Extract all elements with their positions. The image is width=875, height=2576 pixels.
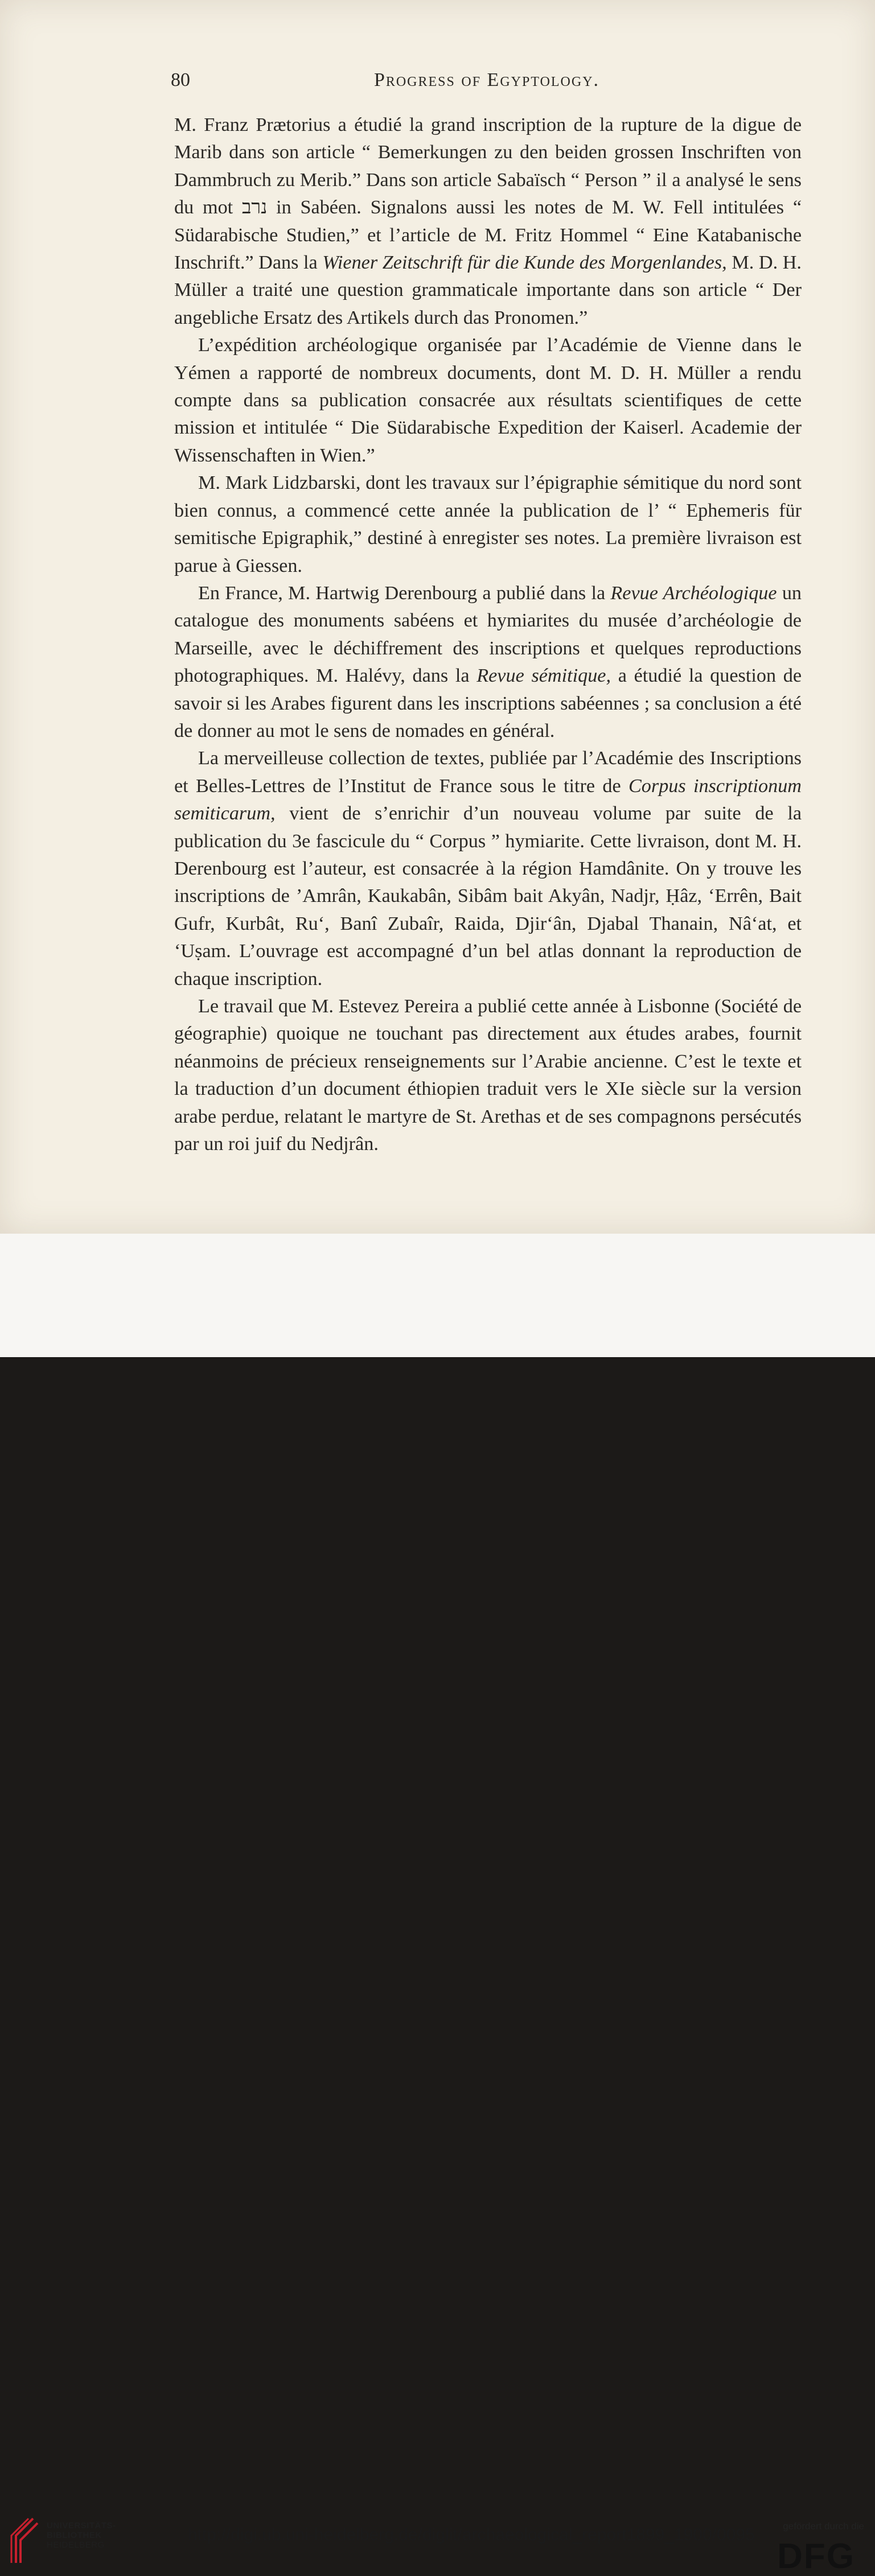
text-run: L’expédition archéologique organisée par l’Académie de Vienne dans le Yémen a rapporté de nombreux documents, dont M. D. H. Müller a rendu compte dans sa publication consacrée aux résultats scientifiques de cette mission et intitulée “ Die Südarabische Expedition der Kaiserl. Academie der Wissenschaften in Wien.” [174,335,802,466]
italic-title-run: Wiener Zeitschrift für die Kunde des Morgenlandes, [322,252,727,274]
text-run: in Sabéen. Signalons aussi les notes de M. W. Fell intitulées “ Südarabische Studien,” et l’article de M. Fritz Hommel “ Eine Katabanische Inschrift.” Dans la [174,197,802,274]
text-run: a étudié la question de savoir si les Arabes figurent dans les inscriptions sabéennes ; sa conclusion a été de donner au mot le sens de nomades en général. [174,665,802,741]
paragraph [174,745,802,993]
italic-title-run: Corpus inscriptionum semiticarum, [174,775,802,825]
university-library-logo-icon [8,2515,42,2566]
italic-title-run: Revue Archéologique [610,582,777,604]
paragraph [174,112,802,332]
text-run: La merveilleuse collection de textes, publiée par l’Académie des Inscriptions et Belles-Lettres de l’Institut de France sous le titre de [174,748,802,797]
paragraph [174,993,802,1158]
text-run: un catalogue des monuments sabéens et hymiarites du musée d’archéologie de Marseille, avec le déchiffrement des inscriptions et quelques reproductions photographiques. M. Halévy, dans la [174,582,802,687]
running-head [171,69,803,98]
text-run: M. Franz Prætorius a étudié la grand inscription de la rupture de la digue de Marib dans son article “ Bemerkungen zu den beiden grossen Inschriften von Dammbruch zu Merib.” Dans son article Sabaïsch “ Person ” il a analysé le sens du mot [174,114,802,219]
page-number: 80 [171,69,190,90]
library-line: BIBLIOTHEK [47,2530,102,2540]
italic-title-run: Revue sémitique, [476,665,611,687]
text-run: נרב [241,197,268,219]
text-run: M. Mark Lidzbarski, dont les travaux sur l’épigraphie sémitique du nord sont bien connus, a commencé cette année la publication de l’ “ Ephemeris für semitische Epigraphik,” destiné à enregister ses notes. La première livraison est parue à Giessen. [174,472,802,576]
paragraph [174,332,802,469]
library-line: UNIVERSITÄTS- [47,2521,116,2530]
text-run: En France, M. Hartwig Derenbourg a publié dans la [198,582,611,604]
digitization-footer [0,1234,875,2576]
source-url-link[interactable]: http://digi.ub.uni-heidelberg.de/diglit/archaeological_report1899_1900/0095 [188,2525,755,2544]
funding-caption: gefördert durch die [783,2521,864,2532]
running-title: Progress of Egyptology. [373,69,600,90]
text-run: vient de s’enrichir d’un nouveau volume par suite de la publication du 3e fascicule du “ Corpus ” hymiarite. Cette livraison, dont M. H. Derenbourg est l’auteur, est consacrée à la région Hamdânite. On y trouve les inscriptions de ’Amrân, Kaukabân, Sibâm bait Akyân, Nadjr, Ḥâz, ‘Errên, Bait Gufr, Kurbât, Ru‘, Banî Zubaîr, Raida, Djir‘ân, Djabal Thanain, Nâ‘at, et ‘Uṣam. L’ouvrage est accompagné d’un bel atlas donnant la reproduction de chaque inscription. [174,803,802,990]
university-library-name [47,2521,138,2550]
text-run: M. D. H. Müller a traité une question grammaticale importante dans son article “ Der angebliche Ersatz des Artikels durch das Pronomen.” [174,252,802,328]
paragraph [174,469,802,580]
book-page [0,0,875,1234]
body-text [174,112,802,1158]
library-line: HEIDELBERG [47,2540,105,2550]
dfg-logo: DFG [777,2537,855,2576]
paragraph [174,580,802,745]
text-run: Le travail que M. Estevez Pereira a publié cette année à Lisbonne (Société de géographie) quoique ne touchant pas directement aux études arabes, fournit néanmoins de précieux renseignements sur l’Arabie ancienne. C’est le texte et la traduction d’un document éthiopien traduit vers le XIe siècle sur la version arabe perdue, relatant le martyre de St. Arethas et de ses compagnons persécutés par un roi juif du Nedjrân. [174,996,802,1155]
